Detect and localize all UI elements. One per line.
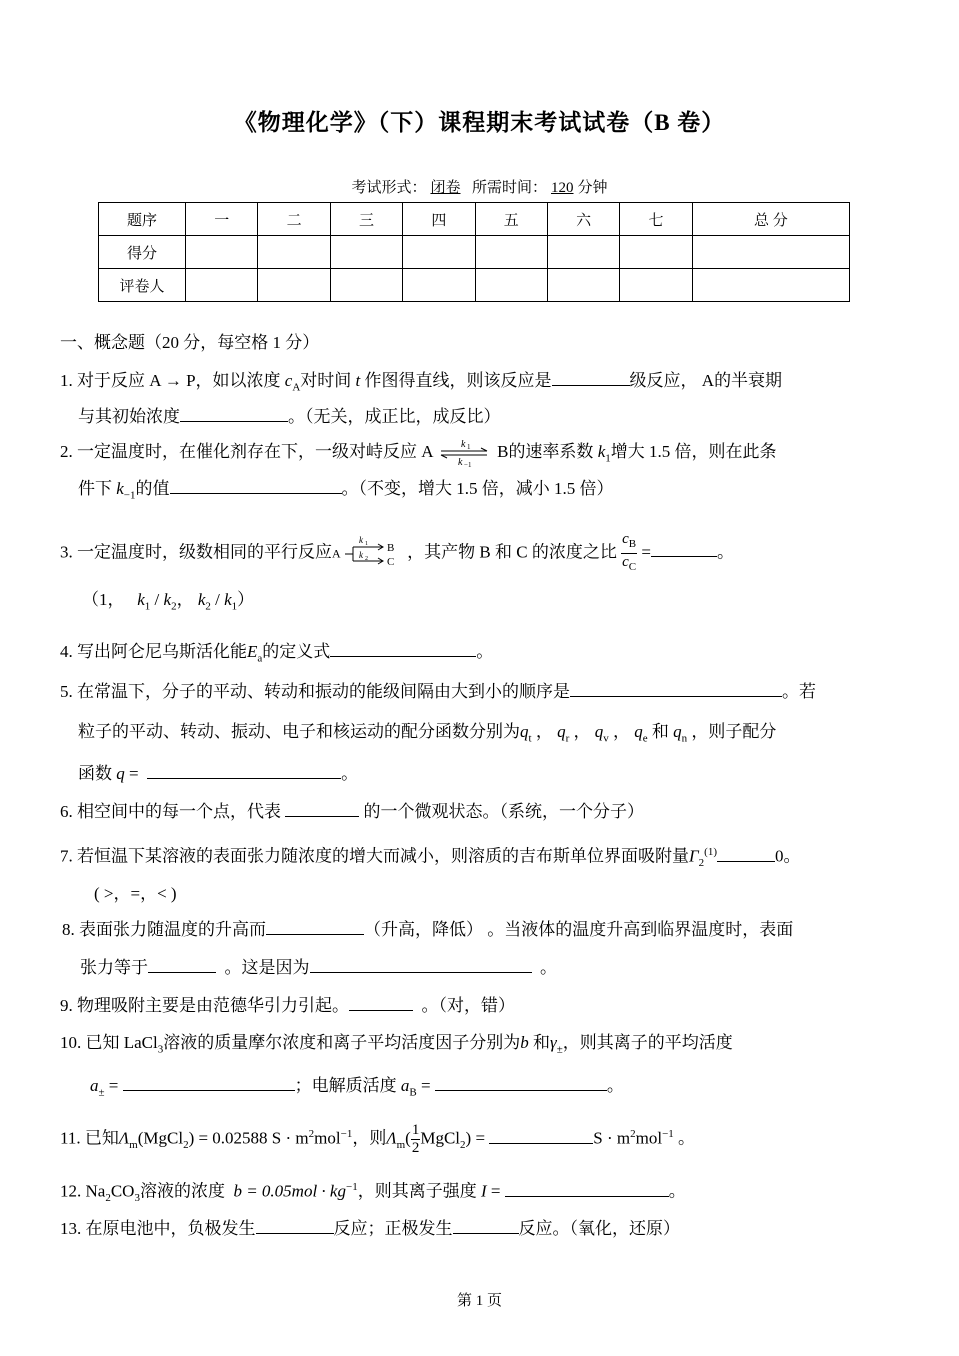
score-cell[interactable] <box>330 236 402 269</box>
question-5-line3: 函数 q = 。 <box>78 764 359 783</box>
score-table <box>98 202 850 302</box>
q1-text: ，如以浓度 <box>195 371 281 390</box>
score-header-row <box>99 203 850 236</box>
q12-text: 12. Na <box>60 1181 106 1201</box>
svg-text:2: 2 <box>364 555 368 562</box>
answer-blank[interactable] <box>453 1217 519 1234</box>
answer-blank[interactable] <box>147 762 341 779</box>
q11-text: 。 <box>678 1128 696 1148</box>
svg-text:1: 1 <box>364 540 368 547</box>
q2-text: 的值 <box>135 479 170 498</box>
q2-text: 的速率系数 <box>508 441 594 461</box>
answer-blank[interactable] <box>330 640 476 657</box>
grader-cell[interactable] <box>403 269 475 302</box>
score-header-cell: 二 <box>258 203 330 236</box>
q3-text: 。 <box>716 542 734 562</box>
answer-blank[interactable] <box>148 956 216 973</box>
grader-cell[interactable] <box>620 269 692 302</box>
exam-title: 《物理化学》（下）课程期末考试试卷（B 卷） <box>233 110 726 135</box>
time-label: 所需时间： <box>472 180 548 196</box>
q5-text: 。若 <box>782 682 816 701</box>
q8-text: （升高，降低） 。当液体的温度升高到临界温度时，表面 <box>364 920 794 939</box>
q5-text: 5. 在常温下，分子的平动、转动和振动的能级间隔由大到小的顺序是 <box>60 682 570 701</box>
q8-text: 8. 表面张力随温度的升高而 <box>62 920 266 939</box>
q10-text: 和 <box>533 1033 550 1052</box>
q4-text: 4. 写出阿仑尼乌斯活化能 <box>60 642 247 661</box>
question-10-line2: $a_\pm$ = ；电解质活度 $a_B$ = 。 <box>90 1076 624 1099</box>
question-1: 1. 对于反应 A → P，如以浓度 $c_A$对时间 t 作图得直线，则该反应是 级反应， A的半衰期 <box>60 371 783 394</box>
answer-blank[interactable] <box>435 1074 607 1091</box>
question-2: 2. 一定温度时，在催化剂存在下，一级对峙反应 A k 1 k −1 B的速率系数 $k_1$增大 1.5 倍，则在此条 <box>60 439 777 467</box>
answer-blank[interactable] <box>570 680 782 697</box>
svg-text:k: k <box>358 534 363 545</box>
score-row-label: 得分 <box>99 236 186 269</box>
answer-blank[interactable] <box>505 1180 669 1197</box>
q8-text: 。这是因为 <box>224 958 310 977</box>
question-13 <box>60 1217 900 1241</box>
q11-text: ，则 <box>352 1128 387 1148</box>
score-cell[interactable] <box>403 236 475 269</box>
q11-text: mol <box>314 1128 341 1148</box>
answer-blank[interactable] <box>349 994 413 1011</box>
q12-text: CO <box>110 1181 135 1201</box>
q11-text: MgCl <box>420 1128 461 1148</box>
q10-text: 。 <box>606 1076 624 1095</box>
q10-text: ，则其离子的平均活度 <box>562 1033 733 1052</box>
q2-text: 。（不变，增大 1.5 倍，减小 1.5 倍） <box>341 479 614 498</box>
q11-text: ) = 0.02588 S · m <box>188 1128 309 1148</box>
q11-text: (MgCl <box>137 1128 184 1148</box>
question-2-line2: 件下 $k_{-1}$的值 。（不变，增大 1.5 倍，减小 1.5 倍） <box>78 479 614 502</box>
score-cell[interactable] <box>547 236 619 269</box>
score-cell[interactable] <box>258 236 330 269</box>
q1-text: 。（无关，成正比，成反比） <box>288 407 501 426</box>
q9-text: 9. 物理吸附主要是由范德华引力引起。 <box>60 996 349 1015</box>
score-cell[interactable] <box>620 236 692 269</box>
concentration-ratio: $\frac{c_B}{c_C}$ <box>622 531 637 573</box>
question-5-line2: 粒子的平动、转动、振动、电子和核运动的配分函数分别为$q_t$ ， $q_r$ ， $q_v$ ， $q_e$ 和 $q_n$ ，则子配分 <box>78 722 777 745</box>
svg-text:B: B <box>386 541 395 554</box>
score-header-cell: 一 <box>186 203 258 236</box>
q6-text: 的一个微观状态。（系统，一个分子） <box>363 802 644 821</box>
question-5 <box>60 680 900 704</box>
grader-row <box>99 269 850 302</box>
q13-text: 13. 在原电池中，负极发生 <box>60 1219 256 1238</box>
grader-cell[interactable] <box>186 269 258 302</box>
svg-text:k: k <box>358 549 363 560</box>
question-3: 3. 一定温度时，级数相同的平行反应A k 1 k 2 B C ，其产物 B 和 C 的浓度之比 $\frac{c_B}{c_C}$ = 。 <box>60 531 900 576</box>
exam-meta <box>0 176 959 197</box>
q10-text: 溶液的质量摩尔浓度和离子平均活度因子分别为 <box>163 1033 521 1052</box>
question-7: 7. 若恒温下某溶液的表面张力随浓度的增大而减小，则溶质的吉布斯单位界面吸附量$\Gamma_2^{(1)}$ 0。 <box>60 846 801 870</box>
q5-text: 函数 <box>78 764 112 783</box>
grader-cell[interactable] <box>547 269 619 302</box>
q1-text: 作图得直线，则该反应是 <box>364 371 552 390</box>
section-heading: 一、概念题（20 分，每空格 1 分） <box>60 333 320 352</box>
question-8 <box>62 918 902 942</box>
svg-text:−1: −1 <box>463 461 472 467</box>
q6-text: 6. 相空间中的每一个点，代表 <box>60 802 281 821</box>
score-header-cell: 六 <box>547 203 619 236</box>
q8-text: 。 <box>540 958 557 977</box>
svg-text:k: k <box>457 457 463 467</box>
question-4: 4. 写出阿仑尼乌斯活化能$E_a$的定义式 。 <box>60 642 494 665</box>
q9-text: 。（对，错） <box>421 996 515 1015</box>
svg-text:1: 1 <box>466 443 471 451</box>
score-header-cell: 七 <box>620 203 692 236</box>
q11-text: S · m <box>593 1128 631 1148</box>
q4-text: 的定义式 <box>262 642 331 661</box>
question-10: 10. 已知 LaCl$_3$溶液的质量摩尔浓度和离子平均活度因子分别为b 和$\gamma_\pm$，则其离子的平均活度 <box>60 1033 733 1056</box>
q1-text: 与其初始浓度 <box>78 407 180 426</box>
q12-text: ，则其离子强度 <box>357 1181 477 1201</box>
q5-text: ，则子配分 <box>691 722 777 741</box>
parallel-reaction-icon <box>345 534 403 574</box>
score-header-cell: 三 <box>330 203 402 236</box>
q11-text: mol <box>635 1128 663 1148</box>
question-11: 11. 已知$\Lambda_m(MgCl_2) = 0.02588$ $S \cdot m^2mol^{-1}$，则$\Lambda_m$( $\frac{1}{2}$ MgCl$_2$) = $S \cdot m^2mol^{-1}$ 。 <box>60 1122 696 1157</box>
question-1-line2 <box>78 405 918 429</box>
q12-text: 。 <box>668 1181 686 1201</box>
score-cell[interactable] <box>475 236 547 269</box>
time-value: 120 <box>551 180 574 196</box>
equilibrium-arrow-icon <box>437 439 493 467</box>
question-6 <box>60 800 900 824</box>
answer-blank[interactable] <box>123 1074 295 1091</box>
grader-row-label: 评卷人 <box>99 269 186 302</box>
q5-text: 粒子的平动、转动、振动、电子和核运动的配分函数分别为 <box>78 722 520 741</box>
q12-text: b = 0.05mol · kg <box>233 1181 346 1201</box>
half-fraction: $\frac{1}{2}$ <box>411 1122 420 1157</box>
q5-text: 。 <box>341 764 359 783</box>
q1-text: 对时间 <box>300 371 352 390</box>
question-8-line2 <box>80 956 920 980</box>
grader-cell[interactable] <box>475 269 547 302</box>
q1-text: 1. 对于反应 <box>60 371 145 390</box>
score-cell[interactable] <box>186 236 258 269</box>
answer-blank[interactable] <box>489 1127 593 1144</box>
question-3-options: （1， $k_1 / k_2$， $k_2 / k_1$） <box>82 590 255 613</box>
q2-text: 2. 一定温度时，在催化剂存在下，一级对峙反应 <box>60 441 417 461</box>
page-number: 第 1 页 <box>456 1293 502 1309</box>
question-7-options: ( >，=，< ) <box>94 884 177 903</box>
q11-text: 11. 已知 <box>60 1128 119 1148</box>
q8-text: 张力等于 <box>80 958 148 977</box>
q3-text: 3. 一定温度时，级数相同的平行反应 <box>60 542 332 562</box>
question-9 <box>60 994 900 1018</box>
answer-blank[interactable] <box>266 918 364 935</box>
svg-text:k: k <box>460 439 466 450</box>
question-12: 12. $Na_2CO_3$溶液的浓度 $b = 0.05mol \cdot kg^{-1}$，则其离子强度 I = 。 <box>60 1181 686 1205</box>
score-row <box>99 236 850 269</box>
score-header-cell: 四 <box>403 203 475 236</box>
q12-text: 溶液的浓度 <box>139 1181 225 1201</box>
q4-text: 。 <box>476 642 494 661</box>
q7-text: 7. 若恒温下某溶液的表面张力随浓度的增大而减小，则溶质的吉布斯单位界面吸附量 <box>60 846 689 866</box>
q3-text: （1， <box>82 590 125 609</box>
q10-text: 10. 已知 LaCl <box>60 1033 158 1052</box>
q1-text: 的半衰期 <box>714 371 783 390</box>
answer-blank[interactable] <box>180 405 288 422</box>
time-unit: 分钟 <box>577 180 608 196</box>
answer-blank[interactable] <box>170 477 342 494</box>
answer-blank[interactable] <box>651 540 717 557</box>
score-header-cell: 总 分 <box>692 203 849 236</box>
grader-cell[interactable] <box>692 269 849 302</box>
answer-blank[interactable] <box>310 956 532 973</box>
grader-cell[interactable] <box>258 269 330 302</box>
answer-blank[interactable] <box>285 800 359 817</box>
answer-blank[interactable] <box>256 1217 334 1234</box>
q3-text: ，其产物 B 和 C 的浓度之比 <box>407 542 617 562</box>
q13-text: 反应。（氧化，还原） <box>518 1219 680 1238</box>
q2-text: 件下 <box>78 479 112 498</box>
svg-text:C: C <box>386 555 395 568</box>
q13-text: 反应；正极发生 <box>333 1219 453 1238</box>
form-label: 考试形式： <box>351 180 427 196</box>
form-value: 闭卷 <box>430 180 461 196</box>
q10-text: ；电解质活度 <box>294 1076 397 1095</box>
answer-blank[interactable] <box>552 369 630 386</box>
score-header-cell: 五 <box>475 203 547 236</box>
score-cell[interactable] <box>692 236 849 269</box>
q1-text: 级反应， <box>629 371 698 390</box>
answer-blank[interactable] <box>717 845 775 862</box>
q7-text: 0。 <box>775 846 801 866</box>
score-header-cell: 题序 <box>99 203 186 236</box>
q2-text: 增大 1.5 倍，则在此条 <box>610 441 777 461</box>
grader-cell[interactable] <box>330 269 402 302</box>
